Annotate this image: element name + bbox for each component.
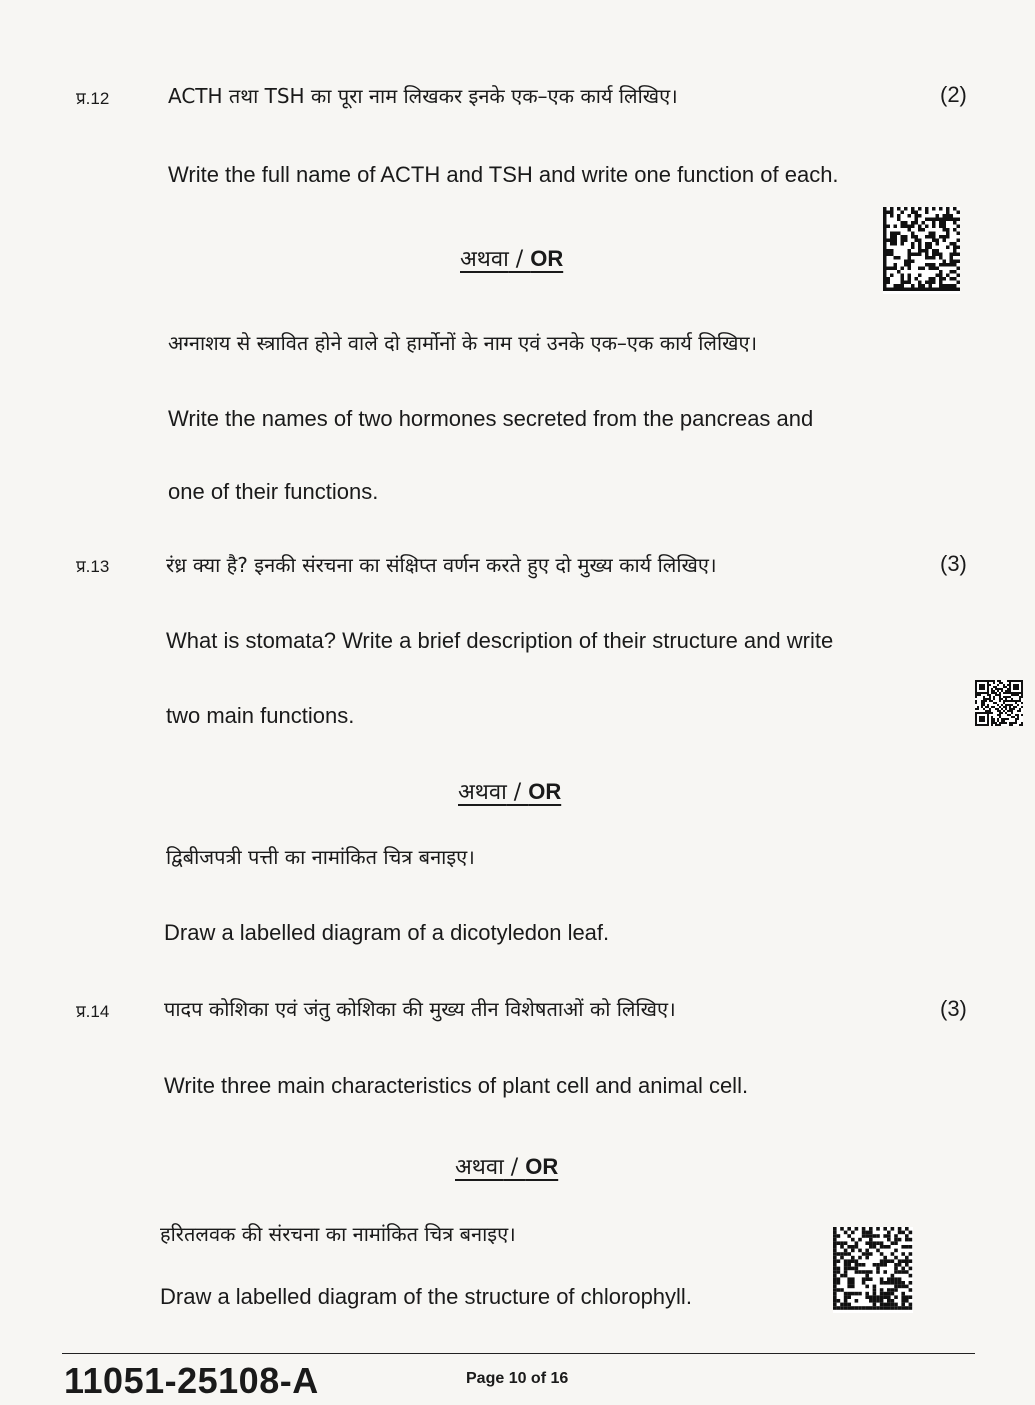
- datamatrix-code-icon: [883, 207, 960, 294]
- question-13-english-line-1: What is stomata? Write a brief description of their structure and write: [166, 628, 834, 653]
- question-13-alt-hindi: द्विबीजपत्री पत्ती का नामांकित चित्र बनाइए।: [166, 845, 475, 869]
- question-12-hindi: ACTH तथा TSH का पूरा नाम लिखकर इनके एक–एक कार्य लिखिए।: [168, 84, 678, 108]
- question-12-marks: (2): [940, 82, 967, 107]
- question-13-english-line-2: two main functions.: [166, 703, 355, 728]
- or-separator-14: अथवा / OR: [455, 1154, 559, 1180]
- or-separator-12: अथवा / OR: [460, 246, 564, 272]
- question-12-english: Write the full name of ACTH and TSH and write one function of each.: [168, 162, 839, 187]
- question-14-english: Write three main characteristics of plant cell and animal cell.: [164, 1073, 749, 1098]
- question-12-alt-hindi: अग्नाशय से स्त्रावित होने वाले दो हार्मोनों के नाम एवं उनके एक–एक कार्य लिखिए।: [168, 331, 758, 355]
- question-14-alt-english: Draw a labelled diagram of the structure of chlorophyll.: [160, 1284, 692, 1309]
- question-number-12: प्र.12: [76, 89, 110, 108]
- or-hindi: अथवा: [460, 247, 509, 272]
- or-separator-13: अथवा / OR: [458, 779, 562, 805]
- question-12-alt-english-line-2: one of their functions.: [168, 479, 379, 504]
- question-13-alt-english: Draw a labelled diagram of a dicotyledon leaf.: [164, 920, 610, 945]
- question-14-alt-hindi: हरितलवक की संरचना का नामांकित चित्र बनाइए।: [160, 1222, 516, 1246]
- paper-code: 11051-25108-A: [64, 1360, 319, 1401]
- datamatrix-code-icon: [833, 1227, 913, 1313]
- or-english: OR: [525, 1154, 559, 1179]
- page-number: Page 10 of 16: [466, 1370, 569, 1387]
- or-english: OR: [528, 779, 562, 804]
- qr-code-icon: [975, 680, 1023, 726]
- question-14-hindi: पादप कोशिका एवं जंतु कोशिका की मुख्य तीन विशेषताओं को लिखिए।: [164, 997, 676, 1021]
- or-hindi: अथवा: [455, 1155, 504, 1180]
- question-number-13: प्र.13: [76, 557, 110, 576]
- question-13-marks: (3): [940, 551, 967, 576]
- question-13-hindi: रंध्र क्या है? इनकी संरचना का संक्षिप्त वर्णन करते हुए दो मुख्य कार्य लिखिए।: [166, 553, 717, 577]
- or-english: OR: [530, 246, 564, 271]
- footer-divider: [62, 1353, 975, 1354]
- or-hindi: अथवा: [458, 780, 507, 805]
- question-12-alt-english-line-1: Write the names of two hormones secreted from the pancreas and: [168, 406, 814, 431]
- question-number-14: प्र.14: [76, 1002, 110, 1021]
- question-14-marks: (3): [940, 996, 967, 1021]
